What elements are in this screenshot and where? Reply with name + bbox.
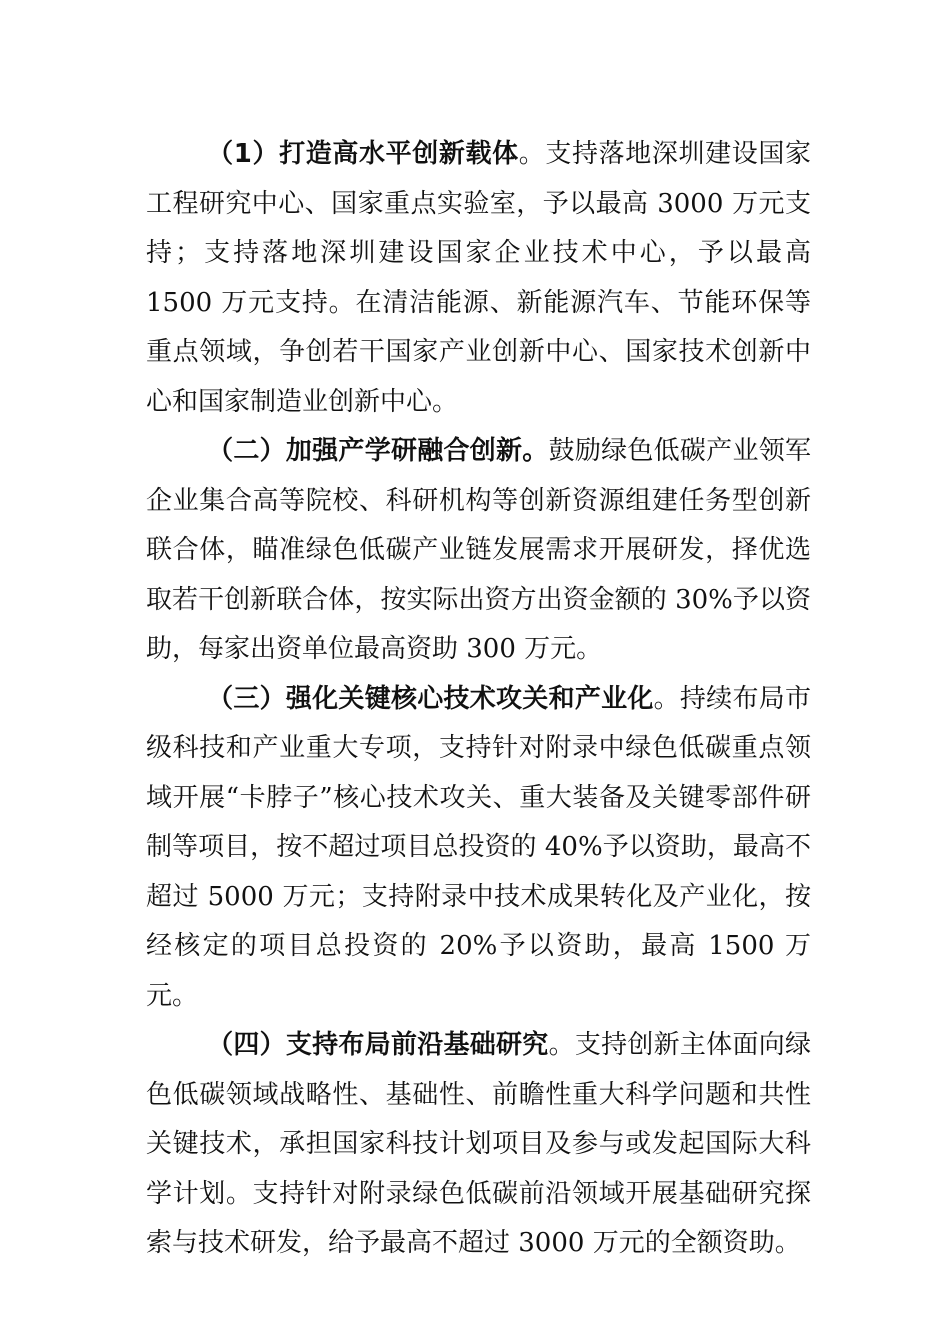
paragraph-4-heading: （四）支持布局前沿基础研究	[207, 1030, 549, 1060]
paragraph-2-body: 鼓励绿色低碳产业领军企业集合高等院校、科研机构等创新资源组建任务型创新联合体，瞄准绿色低碳产业链发展需求开展研发，择优选取若干创新联合体，按实际出资方出资金额的 30%予以资助，每家出资单位最高资助 300 万元。	[146, 436, 811, 664]
paragraph-3-heading: （三）强化关键核心技术攻关和产业化	[207, 683, 654, 714]
paragraph-4	[146, 1021, 811, 1269]
paragraph-1	[146, 130, 811, 427]
paragraph-2	[146, 427, 811, 675]
paragraph-3-body: 。持续布局市级科技和产业重大专项，支持针对附录中绿色低碳重点领域开展“卡脖子”核心技术攻关、重大装备及关键零部件研制等项目，按不超过项目总投资的 40%予以资助，最高不超过 5000 万元；支持附录中技术成果转化及产业化，按经核定的项目总投资的 20%予以资助，最高 1500 万元。	[146, 683, 811, 1011]
paragraph-1-heading: （1）打造高水平创新载体	[207, 139, 519, 169]
paragraph-4-body: 。支持创新主体面向绿色低碳领域战略性、基础性、前瞻性重大科学问题和共性关键技术，承担国家科技计划项目及参与或发起国际大科学计划。支持针对附录绿色低碳前沿领域开展基础研究探索与技术研发，给予最高不超过 3000 万元的全额资助。	[146, 1030, 811, 1258]
document-page	[146, 130, 811, 1269]
paragraph-3	[146, 675, 811, 1022]
paragraph-2-heading: （二）加强产学研融合创新。	[207, 436, 549, 466]
paragraph-1-body: 。支持落地深圳建设国家工程研究中心、国家重点实验室，予以最高 3000 万元支持；支持落地深圳建设国家企业技术中心，予以最高 1500 万元支持。在清洁能源、新能源汽车、节能环保等重点领域，争创若干国家产业创新中心、国家技术创新中心和国家制造业创新中心。	[146, 139, 811, 417]
